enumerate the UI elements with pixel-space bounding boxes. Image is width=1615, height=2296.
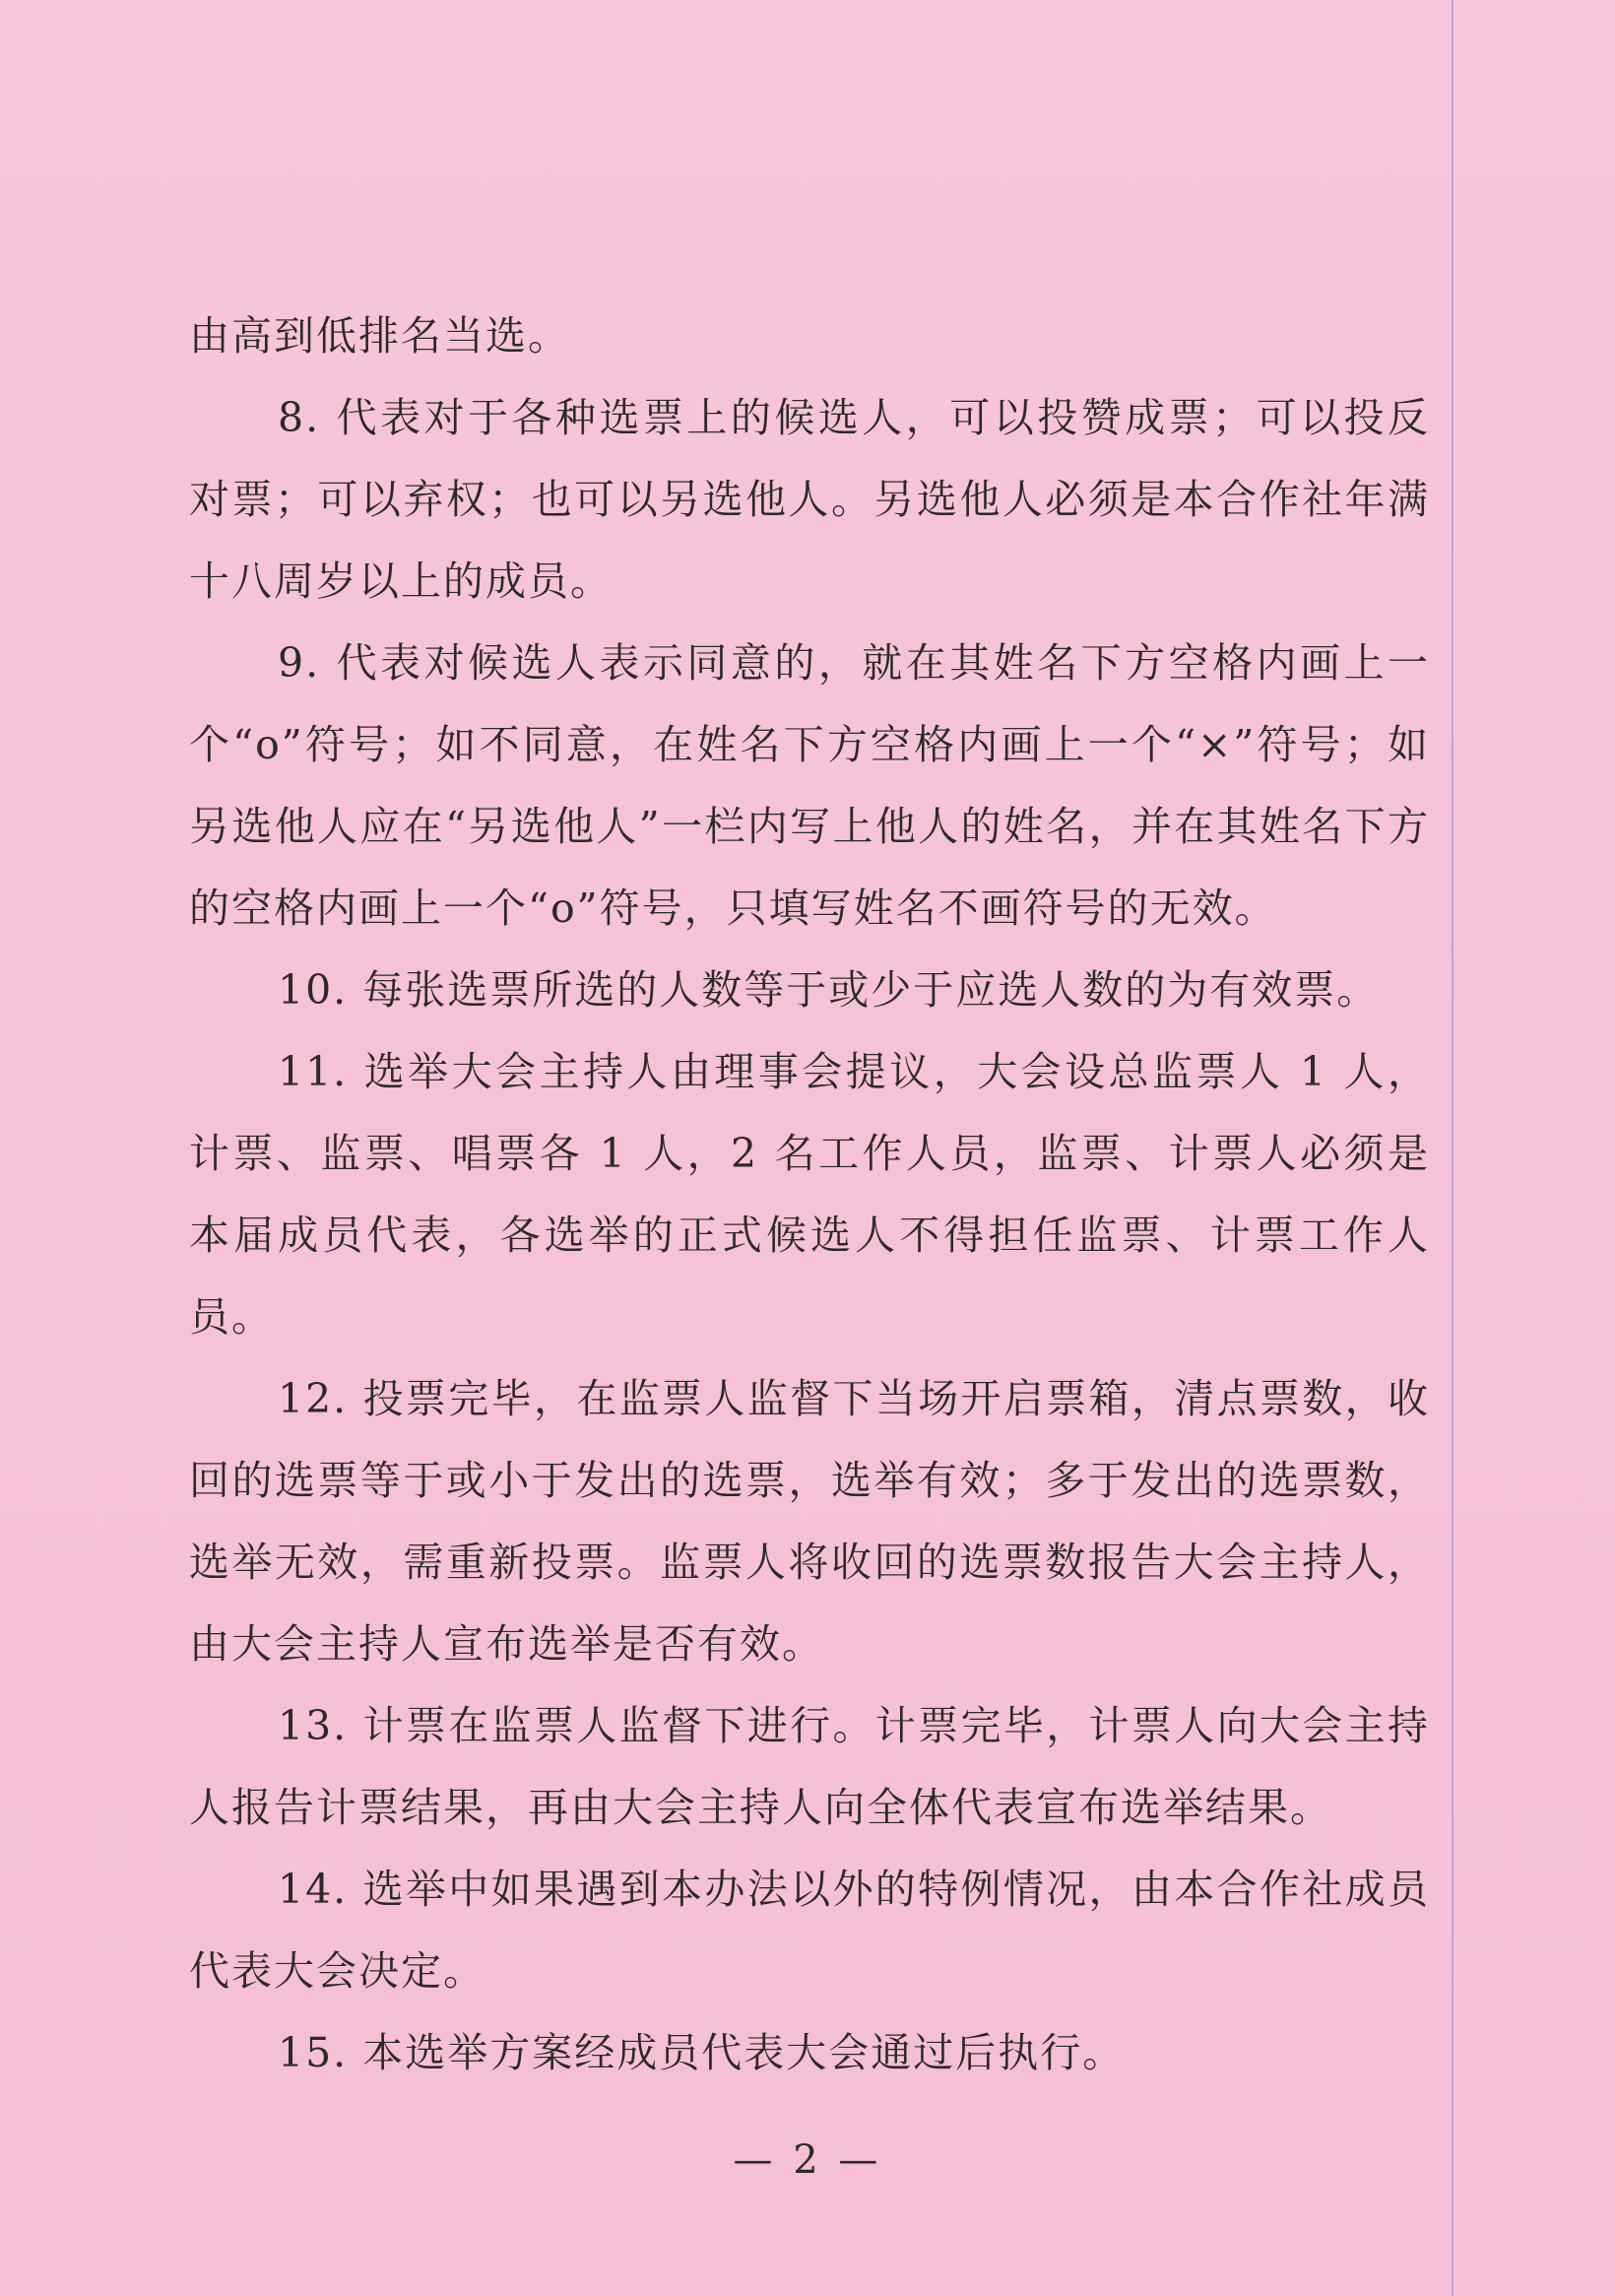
paragraph-item-11: 11. 选举大会主持人由理事会提议，大会设总监票人 1 人，计票、监票、唱票各 1 人，2 名工作人员，监票、计票人必须是本届成员代表，各选举的正式候选人不得担任监票、计票工作人员。 xyxy=(189,1048,1430,1341)
paragraph-continuation: 由高到低排名当选。 xyxy=(189,312,570,360)
paragraph-item-12: 12. 投票完毕，在监票人监督下当场开启票箱，清点票数，收回的选票等于或小于发出的选票，选举有效；多于发出的选票数，选举无效，需重新投票。监票人将收回的选票数报告大会主持人，由大会主持人宣布选举是否有效。 xyxy=(189,1375,1430,1668)
paragraph-item-8: 8. 代表对于各种选票上的候选人，可以投赞成票；可以投反对票；可以弃权；也可以另选他人。另选他人必须是本合作社年满十八周岁以上的成员。 xyxy=(189,394,1430,605)
paragraph-item-9: 9. 代表对候选人表示同意的，就在其姓名下方空格内画上一个“o”符号；如不同意，在姓名下方空格内画上一个“×”符号；如另选他人应在“另选他人”一栏内写上他人的姓名，并在其姓名下方的空格内画上一个“o”符号，只填写姓名不画符号的无效。 xyxy=(189,639,1430,932)
paragraph-item-13: 13. 计票在监票人监督下进行。计票完毕，计票人向大会主持人报告计票结果，再由大会主持人向全体代表宣布选举结果。 xyxy=(189,1702,1430,1831)
binding-edge-line xyxy=(1452,0,1454,2296)
paragraph-item-10: 10. 每张选票所选的人数等于或少于应选人数的为有效票。 xyxy=(278,966,1380,1014)
page-number: — 2 — xyxy=(733,2137,882,2183)
document-body xyxy=(189,295,1430,2094)
paragraph-item-14: 14. 选举中如果遇到本办法以外的特例情况，由本合作社成员代表大会决定。 xyxy=(189,1866,1430,1995)
paragraph-item-15: 15. 本选举方案经成员代表大会通过后执行。 xyxy=(278,2029,1126,2076)
